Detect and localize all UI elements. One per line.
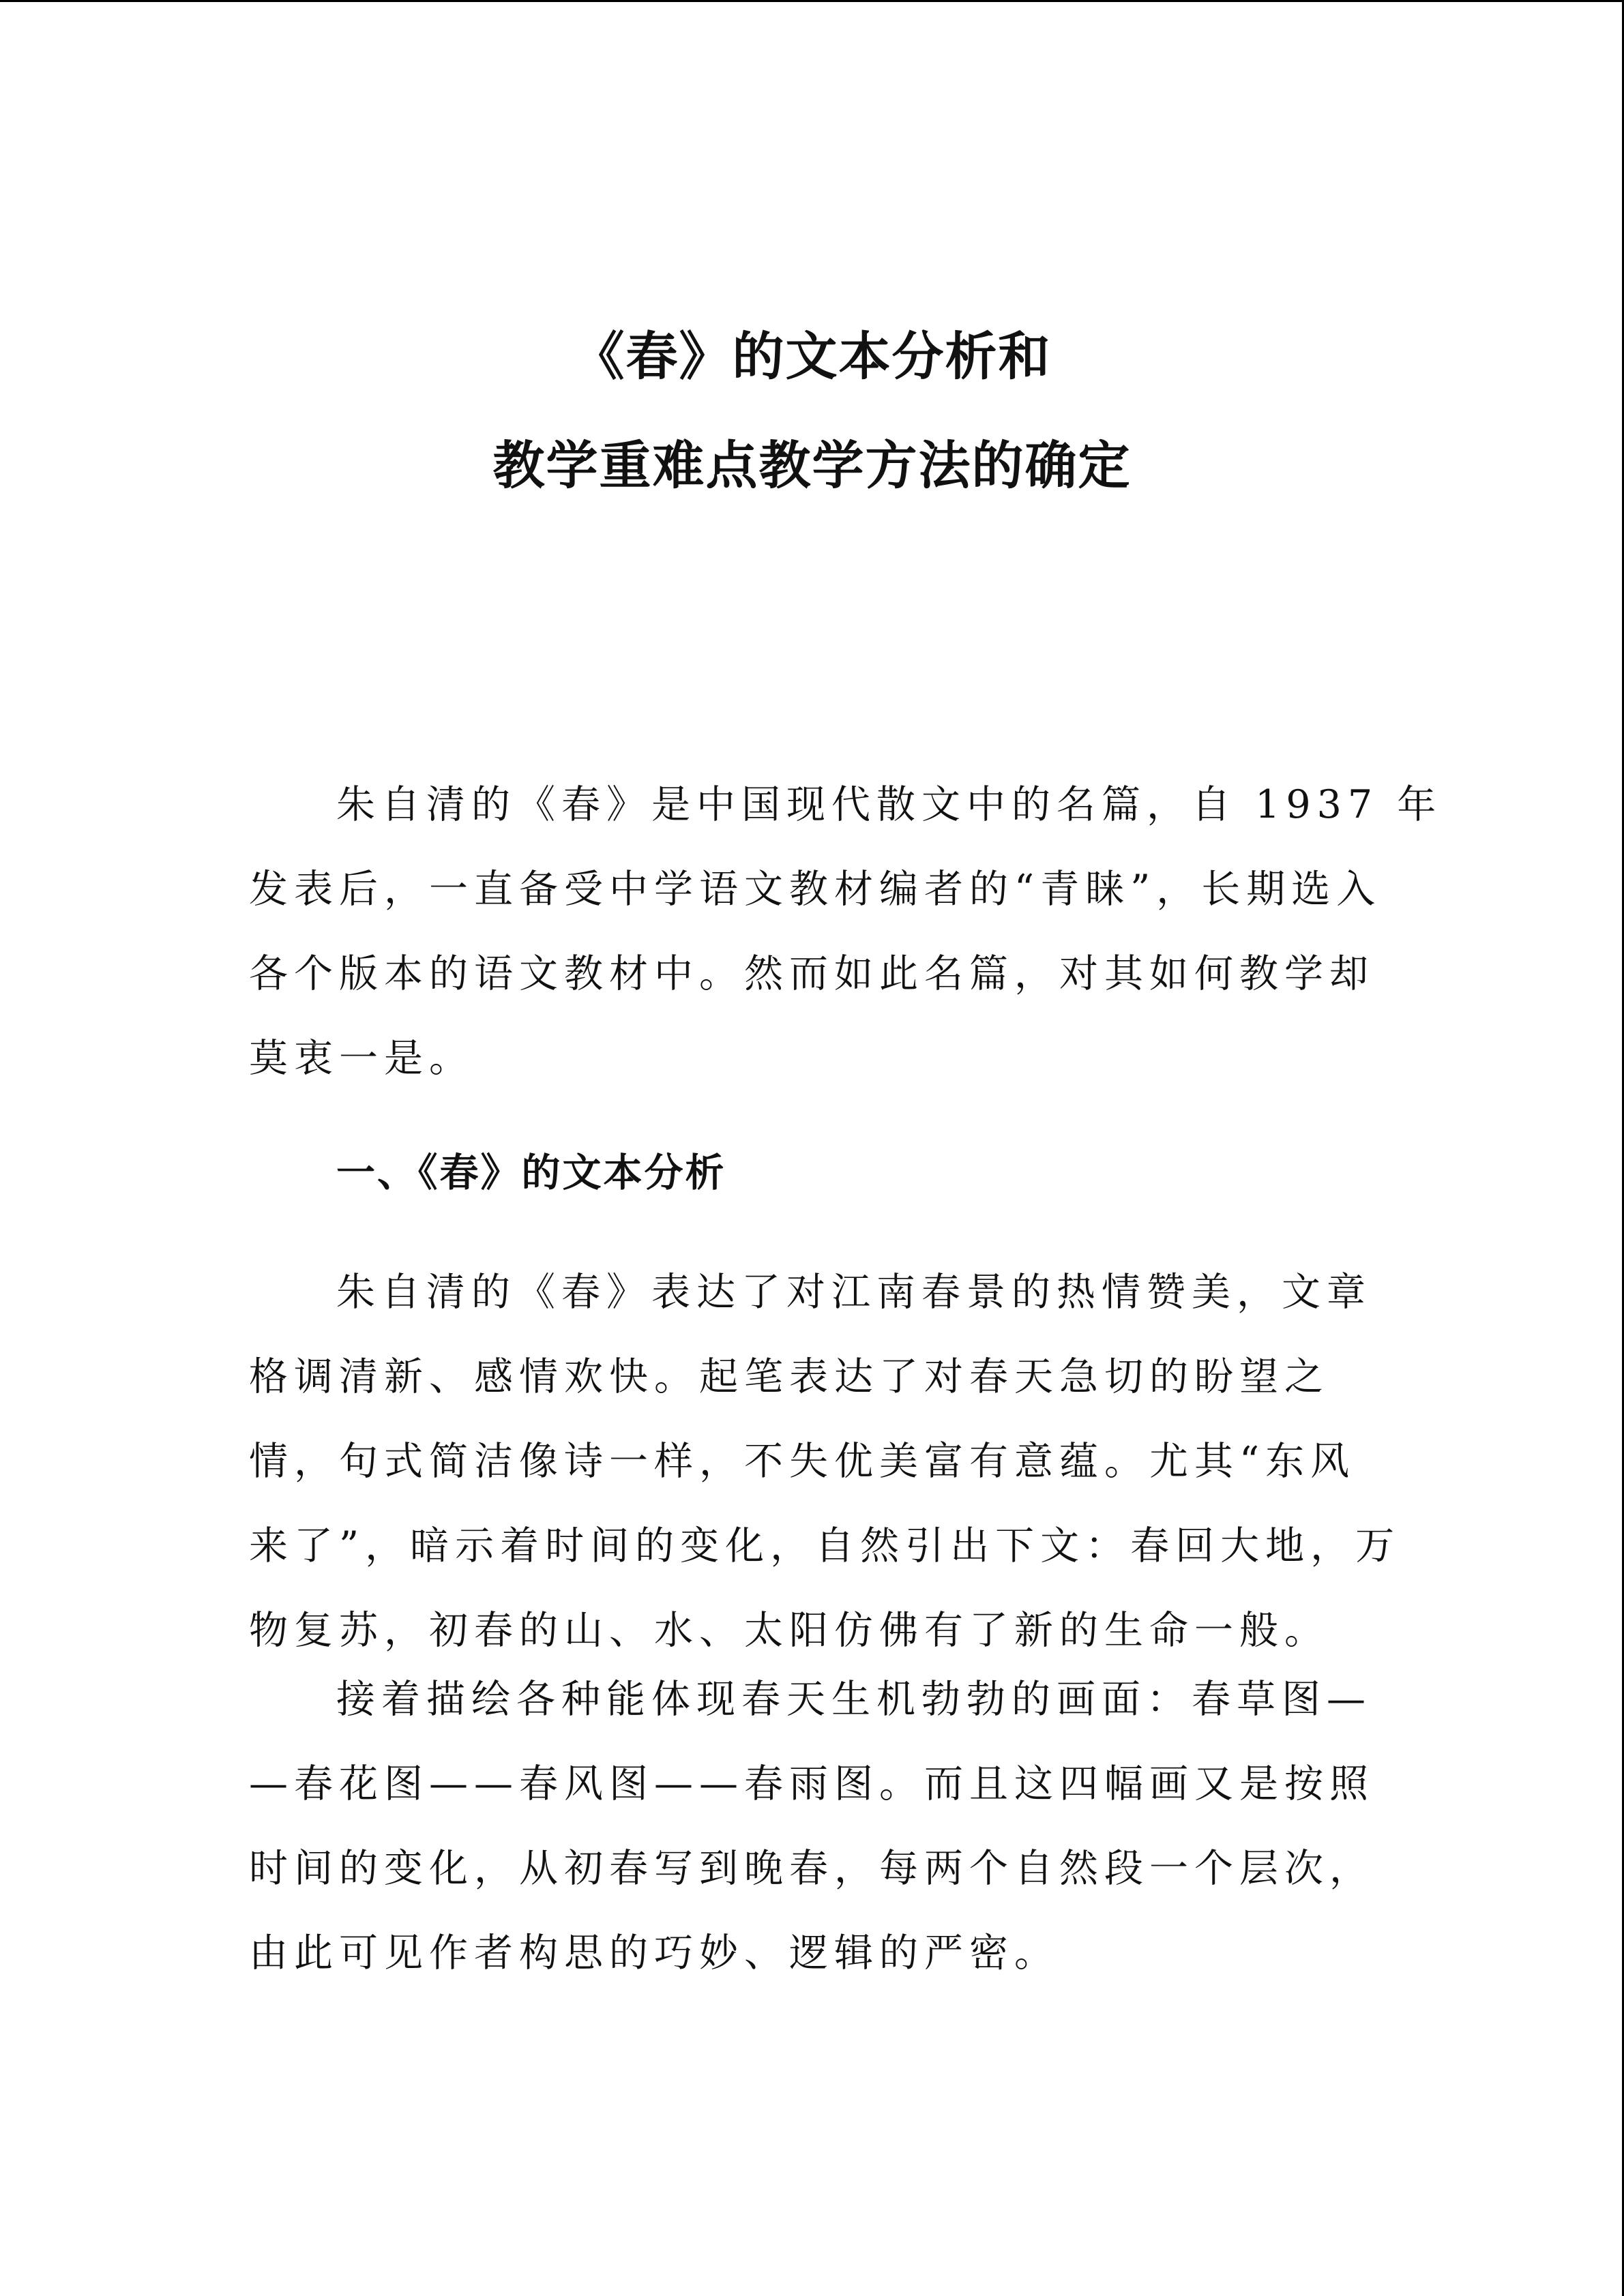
document-title-line-2: 教学重难点教学方法的确定 <box>492 435 1132 496</box>
paragraph-line: 由此可见作者构思的巧妙、逻辑的严密。 <box>249 1930 1059 1976</box>
paragraph-line: 物复苏，初春的山、水、太阳仿佛有了新的生命一般。 <box>249 1608 1329 1653</box>
paragraph-line: 情，句式简洁像诗一样，不失优美富有意蕴。尤其“东风 <box>249 1439 1356 1484</box>
paragraph-analysis-1 <box>249 1250 1401 1673</box>
document-title-line-1: 《春》的文本分析和 <box>572 326 1052 387</box>
paragraph-analysis-2 <box>249 1657 1374 1995</box>
paragraph-line: 朱自清的《春》表达了对江南春景的热情赞美，文章 <box>336 1270 1372 1315</box>
paragraph-line: 各个版本的语文教材中。然而如此名篇，对其如何教学却 <box>249 951 1374 996</box>
paragraph-line: 发表后，一直备受中学语文教材编者的“青睐”，长期选入 <box>249 867 1382 912</box>
paragraph-line: 格调清新、感情欢快。起笔表达了对春天急切的盼望之 <box>249 1354 1329 1399</box>
paragraph-line: —春花图——春风图——春雨图。而且这四幅画又是按照 <box>249 1761 1374 1806</box>
paragraph-line: 朱自清的《春》是中国现代散文中的名篇，自 1937 年 <box>336 782 1443 827</box>
section-heading: 一、《春》的文本分析 <box>336 1150 726 1195</box>
paragraph-line: 莫衷一是。 <box>249 1036 474 1081</box>
paragraph-line: 来了”，暗示着时间的变化，自然引出下文：春回大地，万 <box>249 1523 1401 1568</box>
paragraph-line: 时间的变化，从初春写到晚春，每两个自然段一个层次， <box>249 1846 1374 1891</box>
paragraph-line: 接着描绘各种能体现春天生机勃勃的画面：春草图— <box>336 1677 1372 1722</box>
paragraph-intro <box>249 762 1443 1101</box>
